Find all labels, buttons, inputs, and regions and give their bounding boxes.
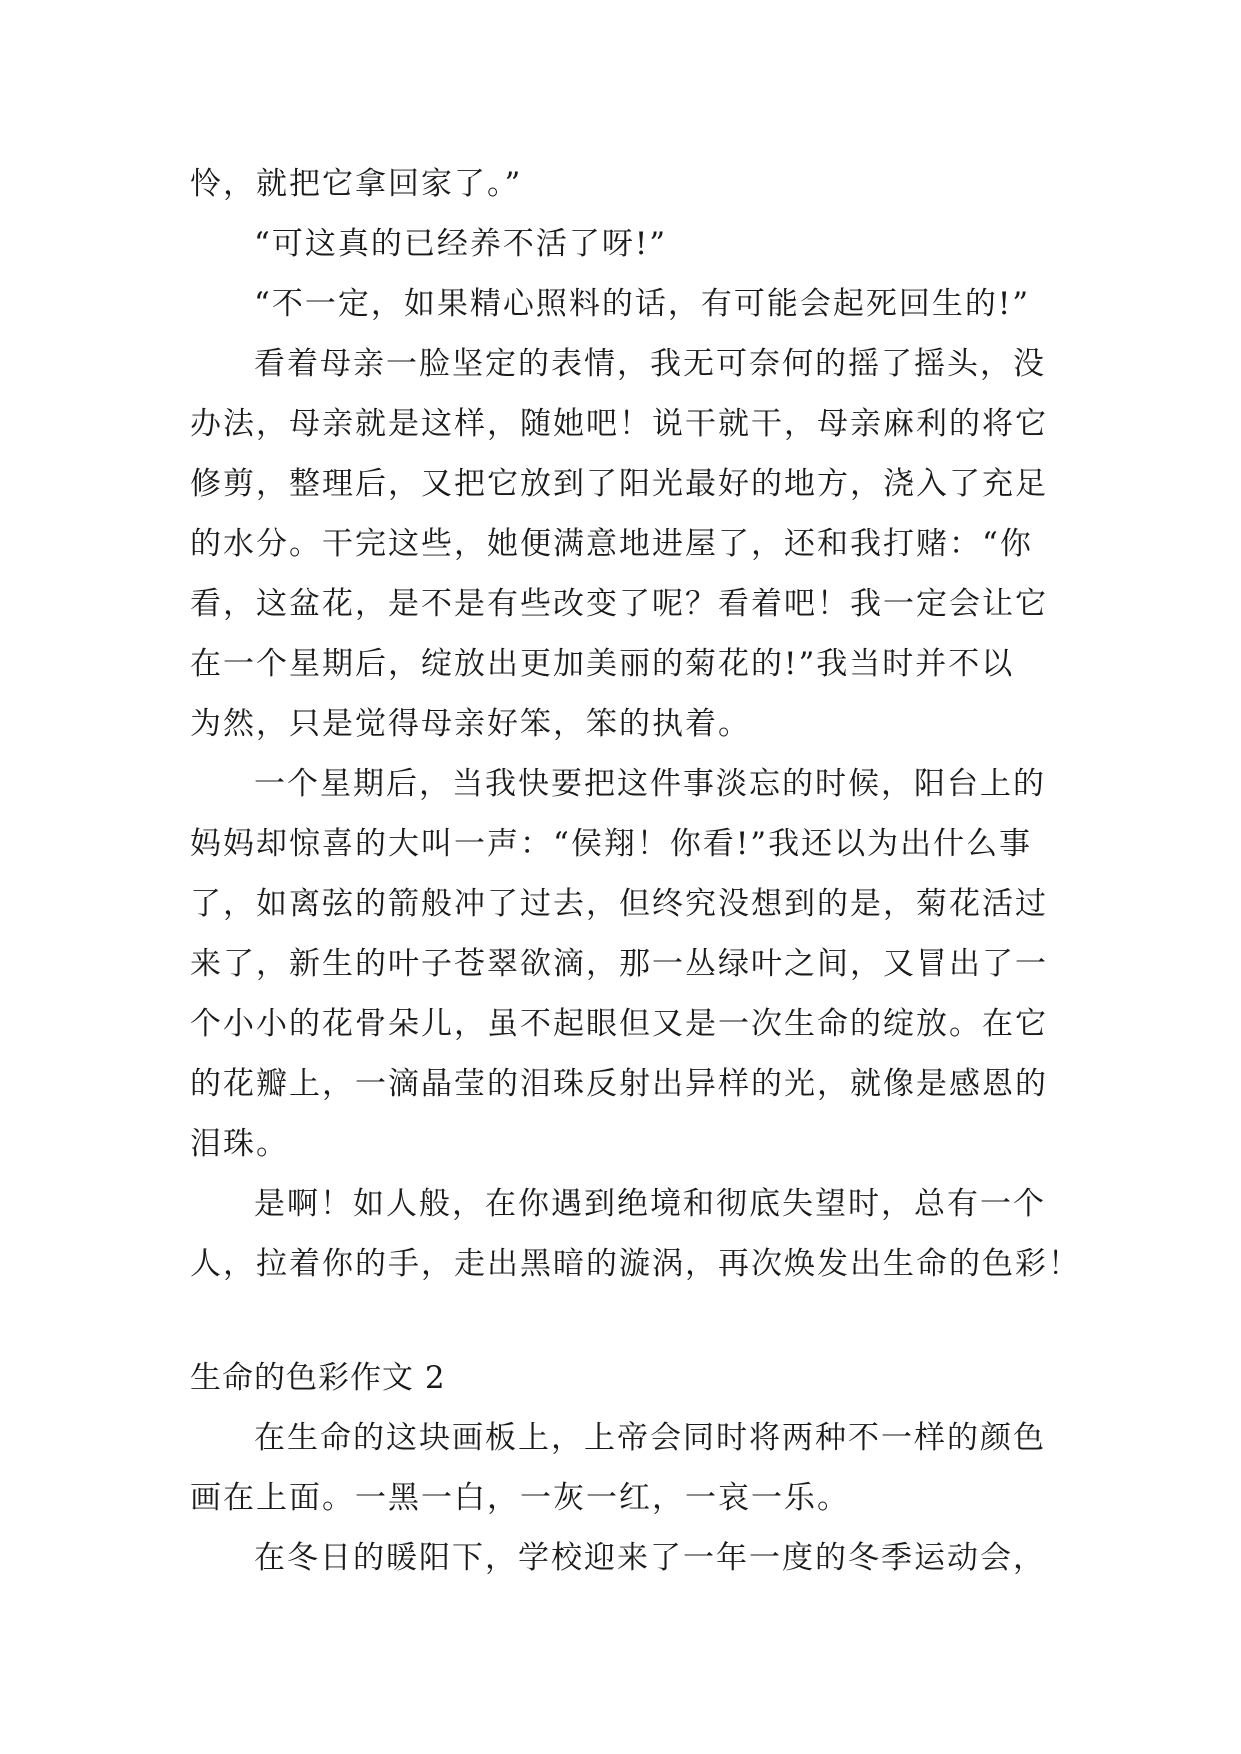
text-line: 是啊！如人般，在你遇到绝境和彻底失望时，总有一个 (254, 1186, 1046, 1222)
text-line: 妈妈却惊喜的大叫一声：“侯翔！你看!”我还以为出什么事 (190, 826, 1033, 862)
paragraph (190, 1408, 1070, 1528)
paragraph (190, 274, 1070, 334)
text-line: 看，这盆花，是不是有些改变了呢？看着吧！我一定会让它 (190, 586, 1048, 622)
document-body (190, 154, 1081, 1588)
text-line: 一个星期后，当我快要把这件事淡忘的时候，阳台上的 (254, 766, 1046, 802)
text-line: “可这真的已经养不活了呀!” (254, 226, 668, 262)
text-line: 的花瓣上，一滴晶莹的泪珠反射出异样的光，就像是感恩的 (190, 1066, 1048, 1102)
section-gap (190, 1294, 1070, 1348)
paragraph (190, 334, 1070, 754)
article-2 (190, 1348, 1070, 1588)
text-line: 看着母亲一脸坚定的表情，我无可奈何的摇了摇头，没 (254, 346, 1046, 382)
text-line: “不一定，如果精心照料的话，有可能会起死回生的!” (254, 286, 1031, 322)
paragraph (190, 1528, 1070, 1588)
paragraph (190, 754, 1070, 1174)
paragraph (190, 1174, 1081, 1294)
text-line: 为然，只是觉得母亲好笨，笨的执着。 (190, 706, 751, 742)
text-line: 人，拉着你的手，走出黑暗的漩涡，再次焕发出生命的色彩！ (190, 1246, 1081, 1282)
article-title: 生命的色彩作文 2 (190, 1360, 446, 1396)
paragraph (190, 154, 1070, 214)
article-1 (190, 154, 1081, 1294)
text-line: 来了，新生的叶子苍翠欲滴，那一丛绿叶之间，又冒出了一 (190, 946, 1048, 982)
text-line: 个小小的花骨朵儿，虽不起眼但又是一次生命的绽放。在它 (190, 1006, 1048, 1042)
text-line: 怜，就把它拿回家了。” (190, 166, 523, 202)
text-line: 了，如离弦的箭般冲了过去，但终究没想到的是，菊花活过 (190, 886, 1048, 922)
text-line: 在生命的这块画板上，上帝会同时将两种不一样的颜色 (254, 1420, 1046, 1456)
text-line: 画在上面。一黑一白，一灰一红，一哀一乐。 (190, 1480, 850, 1516)
text-line: 在一个星期后，绽放出更加美丽的菊花的!”我当时并不以 (190, 646, 1015, 682)
paragraph (190, 214, 1070, 274)
text-line: 办法，母亲就是这样，随她吧！说干就干，母亲麻利的将它 (190, 406, 1048, 442)
text-line: 修剪，整理后，又把它放到了阳光最好的地方，浇入了充足 (190, 466, 1048, 502)
text-line: 在冬日的暖阳下，学校迎来了一年一度的冬季运动会， (254, 1540, 1046, 1576)
text-line: 泪珠。 (190, 1126, 289, 1162)
text-line: 的水分。干完这些，她便满意地进屋了，还和我打赌：“你 (190, 526, 1033, 562)
